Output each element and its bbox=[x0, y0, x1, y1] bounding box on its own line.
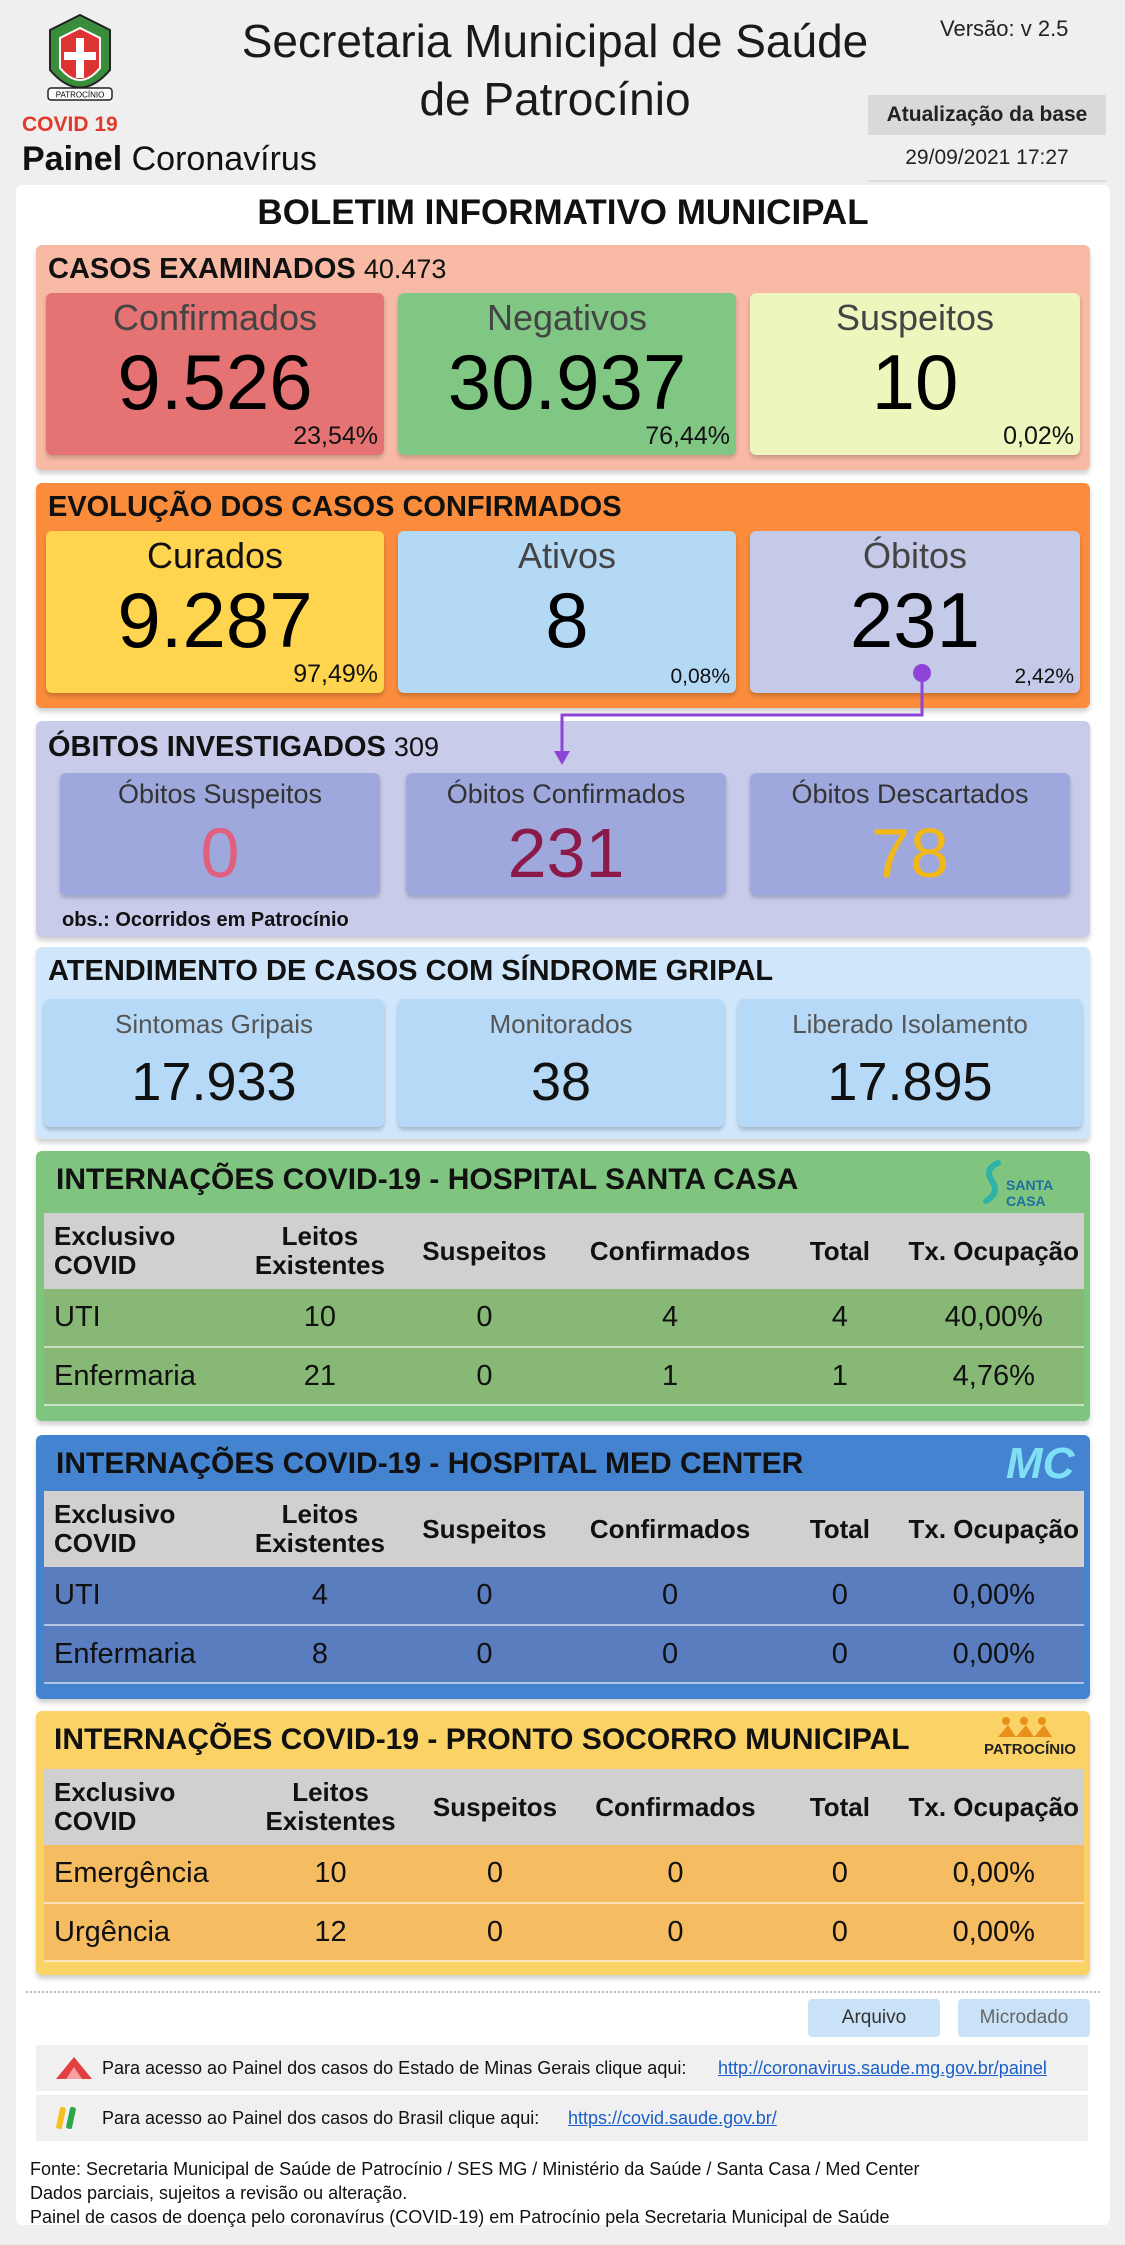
brasil-flag-icon bbox=[54, 2103, 80, 2133]
table-row: Enfermaria 21 0 1 1 4,76% bbox=[44, 1347, 1084, 1405]
monitorados-card[interactable]: Monitorados 38 bbox=[398, 999, 724, 1127]
evolucao-section bbox=[36, 483, 1090, 708]
mg-panel-link[interactable]: http://coronavirus.saude.mg.gov.br/painel bbox=[718, 2058, 1047, 2078]
ativos-card[interactable]: Ativos 8 0,08% bbox=[398, 531, 736, 693]
svg-text:PATROCÍNIO: PATROCÍNIO bbox=[55, 90, 105, 100]
suspeitos-card[interactable]: Suspeitos 10 0,02% bbox=[750, 293, 1080, 455]
divider bbox=[26, 1991, 1100, 1993]
footer-source: Fonte: Secretaria Municipal de Saúde de Patrocínio / SES MG / Ministério da Saúde / Santa Casa / Med Center bbox=[30, 2159, 920, 2179]
main-panel bbox=[16, 185, 1110, 2225]
pronto-socorro-section bbox=[36, 1711, 1090, 1975]
obitos-descartados-card[interactable]: Óbitos Descartados 78 bbox=[750, 773, 1070, 895]
obitos-suspeitos-card[interactable]: Óbitos Suspeitos 0 bbox=[60, 773, 380, 895]
santa-casa-title: INTERNAÇÕES COVID-19 - HOSPITAL SANTA CASA bbox=[56, 1163, 799, 1196]
footer-disclaimer: Dados parciais, sujeitos a revisão ou alteração. bbox=[30, 2183, 408, 2203]
mg-link-row bbox=[36, 2045, 1088, 2091]
table-row: Emergência 10 0 0 0 0,00% bbox=[44, 1845, 1084, 1903]
microdado-button[interactable]: Microdado bbox=[958, 1999, 1090, 2037]
med-center-title: INTERNAÇÕES COVID-19 - HOSPITAL MED CENTER bbox=[56, 1447, 804, 1480]
obitos-confirmados-card[interactable]: Óbitos Confirmados 231 bbox=[406, 773, 726, 895]
boletim-title: BOLETIM INFORMATIVO MUNICIPAL bbox=[257, 193, 869, 232]
covid-label: COVID 19 bbox=[22, 113, 118, 136]
pronto-socorro-table: Exclusivo COVID Leitos Existentes Suspeitos Confirmados Total Tx. Ocupação Emergência 10 0 0 0 0,00% Urgência 12 0 0 0 0,00% bbox=[44, 1769, 1084, 1962]
liberado-isolamento-card[interactable]: Liberado Isolamento 17.895 bbox=[738, 999, 1082, 1127]
casos-title: CASOS EXAMINADOS 40.473 bbox=[48, 253, 447, 285]
confirmados-card[interactable]: Confirmados 9.526 23,54% bbox=[46, 293, 384, 455]
med-center-logo: MC bbox=[1006, 1439, 1075, 1488]
update-label: Atualização da base bbox=[868, 95, 1106, 135]
santa-casa-logo: SANTA CASA bbox=[980, 1159, 1080, 1207]
footer-description: Painel de casos de doença pelo coronavírus (COVID-19) em Patrocínio pela Secretaria Municipal de Saúde bbox=[30, 2207, 890, 2227]
med-center-section bbox=[36, 1435, 1090, 1699]
version-label: Versão: v 2.5 bbox=[940, 16, 1069, 41]
sintomas-gripais-card[interactable]: Sintomas Gripais 17.933 bbox=[44, 999, 384, 1127]
obs-note: obs.: Ocorridos em Patrocínio bbox=[62, 909, 349, 931]
santa-casa-table: Exclusivo COVID Leitos Existentes Suspeitos Confirmados Total Tx. Ocupação UTI 10 0 4 4 40,00% Enfermaria 21 0 1 1 4,76% bbox=[44, 1213, 1084, 1406]
city-crest-logo bbox=[40, 10, 120, 110]
med-center-table: Exclusivo COVID Leitos Existentes Suspeitos Confirmados Total Tx. Ocupação UTI 4 0 0 0 0,00% Enfermaria 8 0 0 0 0,00% bbox=[44, 1491, 1084, 1684]
table-row: UTI 10 0 4 4 40,00% bbox=[44, 1289, 1084, 1347]
curados-card[interactable]: Curados 9.287 97,49% bbox=[46, 531, 384, 693]
pronto-socorro-title: INTERNAÇÕES COVID-19 - PRONTO SOCORRO MUNICIPAL bbox=[54, 1723, 910, 1756]
arquivo-button[interactable]: Arquivo bbox=[808, 1999, 940, 2037]
obitos-title: ÓBITOS INVESTIGADOS 309 bbox=[48, 731, 439, 763]
sindrome-gripal-section bbox=[36, 947, 1090, 1139]
santa-casa-section bbox=[36, 1151, 1090, 1421]
br-link-row bbox=[36, 2095, 1088, 2141]
painel-title: Painel Coronavírus bbox=[22, 140, 317, 178]
br-link-text: Para acesso ao Painel dos casos do Brasil clique aqui: bbox=[102, 2108, 540, 2128]
negativos-card[interactable]: Negativos 30.937 76,44% bbox=[398, 293, 736, 455]
br-panel-link[interactable]: https://covid.saude.gov.br/ bbox=[568, 2108, 777, 2128]
obitos-investigados-section bbox=[36, 721, 1090, 937]
gripal-title: ATENDIMENTO DE CASOS COM SÍNDROME GRIPAL bbox=[48, 955, 774, 987]
table-row: Urgência 12 0 0 0 0,00% bbox=[44, 1903, 1084, 1961]
table-row: Enfermaria 8 0 0 0 0,00% bbox=[44, 1625, 1084, 1683]
header bbox=[0, 0, 1125, 185]
update-date: 29/09/2021 17:27 bbox=[868, 142, 1106, 182]
mg-link-text: Para acesso ao Painel dos casos do Estado de Minas Gerais clique aqui: bbox=[102, 2058, 687, 2078]
evolucao-title: EVOLUÇÃO DOS CASOS CONFIRMADOS bbox=[48, 491, 622, 523]
casos-examinados-section bbox=[36, 245, 1090, 470]
table-row: UTI 4 0 0 0 0,00% bbox=[44, 1567, 1084, 1625]
page-title: Secretaria Municipal de Saúde de Patrocínio bbox=[241, 15, 869, 125]
obitos-card[interactable]: Óbitos 231 2,42% bbox=[750, 531, 1080, 693]
patrocinio-logo: PATROCÍNIO bbox=[976, 1715, 1086, 1765]
minas-gerais-triangle-icon bbox=[54, 2055, 94, 2081]
